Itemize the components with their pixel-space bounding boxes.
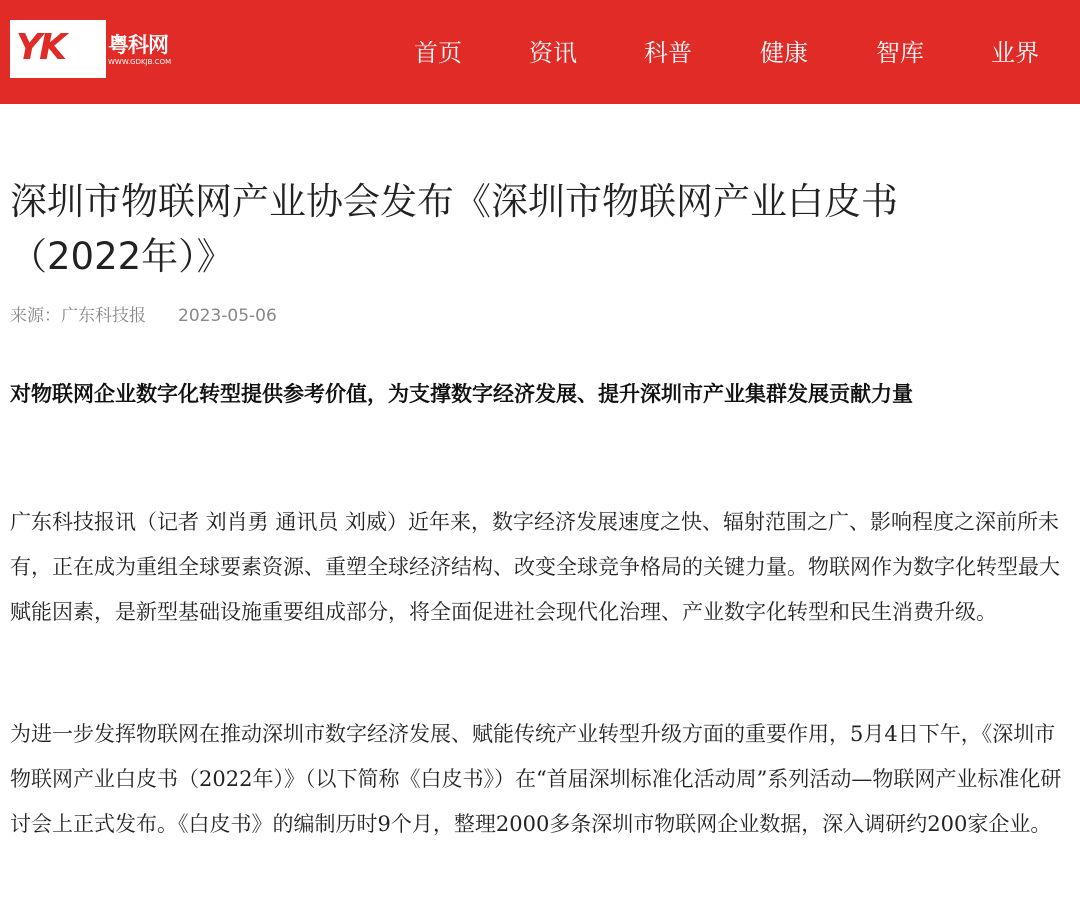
nav-item-industry[interactable]: 业界 [991,39,1039,67]
article-paragraph: 为进一步发挥物联网在推动深圳市数字经济发展、赋能传统产业转型升级方面的重要作用，5月4日下午，《深圳市物联网产业白皮书（2022年）》（以下简称《白皮书》）在“首届深圳标准化活动周”系列活动—物联网产业标准化研讨会上正式发布。《白皮书》的编制历时9个月，整理2000多条深圳市物联网企业数据，深入调研约200家企业。 [10,722,1062,836]
logo-url: WWW.GDKJB.COM [108,58,172,66]
nav-item-home[interactable]: 首页 [414,39,462,67]
article-source: 来源：广东科技报 [10,306,146,326]
article-meta [10,302,277,330]
article-paragraph: 广东科技报讯（记者 刘肖勇 通讯员 刘威）近年来，数字经济发展速度之快、辐射范围之广、影响程度之深前所未有，正在成为重组全球要素资源、重塑全球经济结构、改变全球竞争格局的关键力量。物联网作为数字化转型最大赋能因素，是新型基础设施重要组成部分，将全面促进社会现代化治理、产业数字化转型和民生消费升级。 [10,510,1060,624]
article-date: 2023-05-06 [178,306,277,326]
logo-name[interactable]: 粤科网 [108,33,168,57]
nav-item-news[interactable]: 资讯 [529,39,577,67]
article-lead: 对物联网企业数字化转型提供参考价值，为支撑数字经济发展、提升深圳市产业集群发展贡献力量 [10,381,913,406]
article-title: 深圳市物联网产业协会发布《深圳市物联网产业白皮书（2022年）》 [10,180,898,278]
nav-item-think-tank[interactable]: 智库 [876,39,924,67]
nav-item-science[interactable]: 科普 [644,39,692,67]
nav-item-health[interactable]: 健康 [760,39,808,67]
logo-mark: YK [16,27,64,68]
site-header [0,0,1080,104]
site-logo[interactable] [10,20,106,78]
